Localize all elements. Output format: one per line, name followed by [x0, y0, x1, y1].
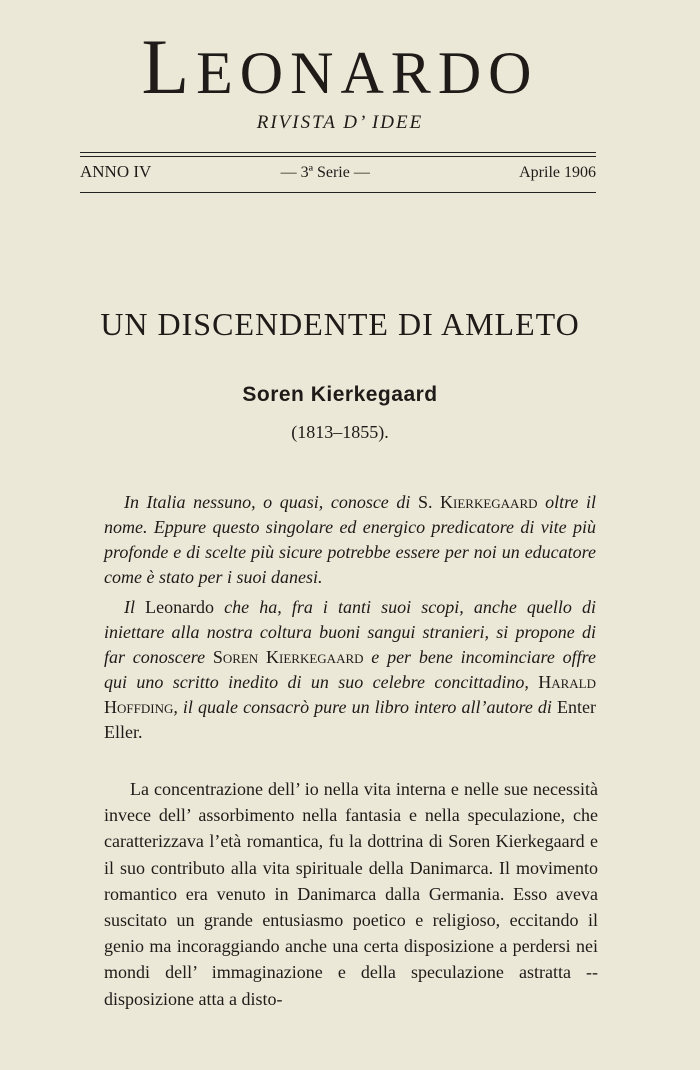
- masthead-rule-bottom: [80, 192, 596, 193]
- body-paragraph-1: La concentrazione dell’ io nella vita interna e nelle sue necessità invece dell’ assorbimento nella fantasia e nella speculazione, che caratterizzava l’età romantica, fu la dottrina di Soren Kierkegaard e il suo contributo alla vita spirituale della Danimarca. Il movimento romantico era venuto in Danimarca dalla Germania. Esso aveva suscitato un grande entusiasmo poetico e religioso, eccitando il genio ma incoraggiando anche una certa disposizione a perdersi nei mondi dell’ immaginazione e della speculazione astratta -- disposizione atta a disto-: [104, 779, 598, 1009]
- intro-contributor-name: Harald Hoffding: [104, 672, 596, 717]
- article-author: Soren Kierkegaard: [242, 383, 438, 406]
- journal-title: [80, 23, 600, 110]
- journal-subtitle: RIVISTA D’ IDEE: [256, 112, 424, 133]
- issue-series: — 3ª Serie —: [280, 164, 370, 181]
- journal-title-rest: EONARDO: [196, 40, 539, 106]
- intro-text: che ha, fra i tanti suoi scopi, anche quello di iniettare alla nostra coltura buoni sangui stranieri, si propone di far conoscere: [104, 597, 596, 667]
- editorial-intro: [104, 490, 596, 745]
- intro-author-name: S. Kierkegaard: [417, 492, 538, 512]
- masthead: [80, 23, 600, 134]
- author-dates: (1813–1855).: [291, 422, 389, 442]
- intro-text: e per bene incominciare offre qui uno scritto inedito di un suo celebre concittadino,: [104, 647, 596, 692]
- intro-text: , il quale consacrò pure un libro intero all’autore di: [173, 697, 558, 717]
- intro-author-name: Soren Kierkegaard: [212, 647, 364, 667]
- article-title: UN DISCENDENTE DI AMLETO: [100, 306, 580, 342]
- masthead-rule-top: [80, 152, 596, 153]
- intro-text: oltre il nome. Eppure questo singolare ed energico predicatore di vite più profonde e di scelte più sicure potrebbe essere per noi un educatore come è stato per i suoi danesi.: [104, 492, 596, 587]
- journal-title-initial: L: [141, 23, 197, 110]
- issue-line: [80, 162, 596, 182]
- intro-paragraph-1: [104, 490, 596, 590]
- intro-book-title: Enter Eller.: [104, 697, 596, 742]
- intro-paragraph-2: [104, 595, 596, 745]
- intro-journal-name: Leonardo: [145, 597, 215, 617]
- masthead-rule-top-thin: [80, 156, 596, 157]
- issue-year: ANNO IV: [80, 162, 152, 181]
- intro-text: In Italia nessuno, o quasi, conosce di: [124, 492, 418, 512]
- intro-text: Il: [124, 597, 146, 617]
- article-body: [104, 776, 598, 1012]
- issue-date: Aprile 1906: [519, 164, 596, 181]
